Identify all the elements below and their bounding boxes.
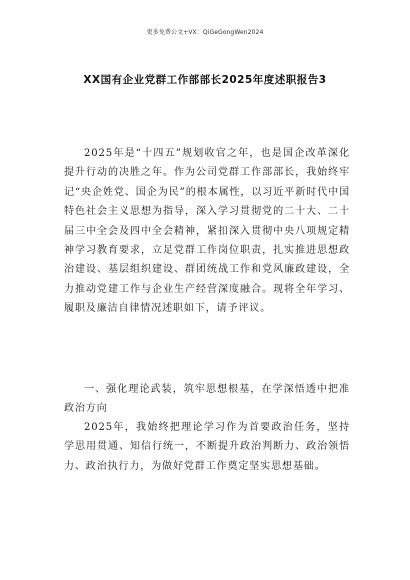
intro-paragraph: 2025年是“十四五”规划收官之年，也是国企改革深化提升行动的决胜之年。作为公司党群工作部部长，我始终牢记“央企姓党、国企为民”的根本属性，以习近平新时代中国特色社会主义思想为指导，深入学习贯彻党的二十大、二十届三中全会及四中全会精神，紧扣深入贯彻中央八项规定精神学习教育要求，立足党群工作岗位职责，扎实推进思想政治建设、基层组织建设、群团统战工作和党风廉政建设，全力推动党建工作与企业生产经营深度融合。现将全年学习、履职及廉洁自律情况述职如下，请予评议。 [64,148,350,315]
document-title: XX国有企业党群工作部部长2025年度述职报告3 [83,74,327,86]
section-heading: 一、强化理论武装，筑牢思想根基，在学深悟透中把准政治方向 [64,384,350,415]
section-paragraph: 2025年，我始终把理论学习作为首要政治任务，坚持学思用贯通、知信行统一，不断提升政治判断力、政治领悟力、政治执行力，为做好党群工作奠定坚实思想基础。 [64,422,350,472]
header-note: 更多免费公文+VX：QiGeGongWen2024 [146,29,264,36]
